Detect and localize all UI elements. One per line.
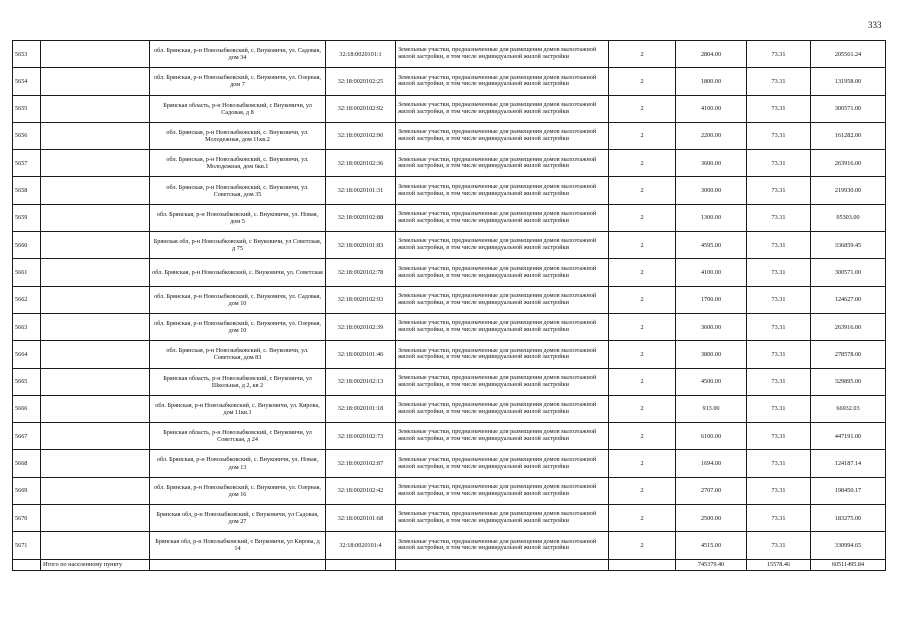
row-number: 5661 [13,259,41,286]
total-num-cell [13,559,41,570]
row-count: 2 [609,341,676,368]
row-cadastral-value: 330994.65 [811,532,886,559]
row-count: 2 [609,259,676,286]
table-row [13,341,886,368]
row-cadastral-value: 336859.45 [811,232,886,259]
row-cadastral-number: 32:18:0020101:18 [326,395,396,422]
row-empty-cell [41,68,150,95]
row-number: 5656 [13,122,41,149]
row-area: 4515.00 [676,532,747,559]
row-rate: 73.31 [747,368,811,395]
row-number: 5666 [13,395,41,422]
row-cadastral-number: 32:18:0020102:78 [326,259,396,286]
row-rate: 73.31 [747,423,811,450]
total-area: 745379.40 [676,559,747,570]
row-address: Брянская обл, р-н Новозыбковский, с Внуковичи, ул Садовая, дом 27 [150,505,326,532]
row-cadastral-number: 32:18:0020101:4 [326,532,396,559]
row-empty-cell [41,41,150,68]
table-row [13,477,886,504]
row-address: обл. Брянская, р-н Новозыбковский, с. Внуковичи, ул. Озерная, дом 10 [150,313,326,340]
row-address: Брянская область, р-н Новозыбковский, с Внуковичи, ул Садовая, д 8 [150,95,326,122]
row-area: 1700.00 [676,286,747,313]
row-count: 2 [609,368,676,395]
row-area: 1694.00 [676,450,747,477]
row-land-category: Земельные участки, предназначенные для размещения домов малоэтажной жилой застройки, в том числе индивидуальной жилой застройки [396,341,609,368]
row-rate: 73.31 [747,505,811,532]
row-count: 2 [609,505,676,532]
row-area: 4100.00 [676,259,747,286]
total-empty-cell [609,559,676,570]
row-address: Брянская область, р-н Новозыбковский, с Внуковичи, ул Школьная, д 2, кв 2 [150,368,326,395]
row-count: 2 [609,477,676,504]
row-land-category: Земельные участки, предназначенные для размещения домов малоэтажной жилой застройки, в том числе индивидуальной жилой застройки [396,150,609,177]
row-land-category: Земельные участки, предназначенные для размещения домов малоэтажной жилой застройки, в том числе индивидуальной жилой застройки [396,232,609,259]
row-address: обл. Брянская, р-н Новозыбковский, с. Внуковичи, ул. Советская, дом 35 [150,177,326,204]
table-row [13,68,886,95]
table-row [13,95,886,122]
row-land-category: Земельные участки, предназначенные для размещения домов малоэтажной жилой застройки, в том числе индивидуальной жилой застройки [396,450,609,477]
row-cadastral-number: 32:18:0020102:73 [326,423,396,450]
row-cadastral-value: 219930.00 [811,177,886,204]
total-label: Итого по населенному пункту [41,559,150,570]
row-address: Брянская область, р-н Новозыбковский, с Внуковичи, ул Советская, д 24 [150,423,326,450]
row-number: 5657 [13,150,41,177]
row-number: 5654 [13,68,41,95]
row-area: 3600.00 [676,313,747,340]
row-land-category: Земельные участки, предназначенные для размещения домов малоэтажной жилой застройки, в том числе индивидуальной жилой застройки [396,41,609,68]
row-count: 2 [609,68,676,95]
table-row [13,313,886,340]
row-address: обл. Брянская, р-н Новозыбковский, с. Внуковичи, ул. Советская [150,259,326,286]
row-number: 5663 [13,313,41,340]
row-land-category: Земельные участки, предназначенные для размещения домов малоэтажной жилой застройки, в том числе индивидуальной жилой застройки [396,505,609,532]
row-land-category: Земельные участки, предназначенные для размещения домов малоэтажной жилой застройки, в том числе индивидуальной жилой застройки [396,532,609,559]
row-land-category: Земельные участки, предназначенные для размещения домов малоэтажной жилой застройки, в том числе индивидуальной жилой застройки [396,477,609,504]
row-number: 5662 [13,286,41,313]
table-row [13,177,886,204]
row-address: обл. Брянская, р-н Новозыбковский, с. Внуковичи, ул. Садовая, дом 10 [150,286,326,313]
row-cadastral-number: 32:18:0020101:68 [326,505,396,532]
row-cadastral-number: 32:18:0020101:83 [326,232,396,259]
row-number: 5671 [13,532,41,559]
table-row [13,286,886,313]
row-number: 5665 [13,368,41,395]
row-number: 5664 [13,341,41,368]
row-rate: 73.31 [747,313,811,340]
table-row [13,450,886,477]
row-area: 1800.00 [676,68,747,95]
row-empty-cell [41,313,150,340]
page-number: 333 [868,20,882,30]
row-cadastral-value: 263916.00 [811,313,886,340]
row-area: 6100.00 [676,423,747,450]
row-cadastral-value: 161282.00 [811,122,886,149]
row-cadastral-number: 32:18:0020102:90 [326,122,396,149]
row-rate: 73.31 [747,177,811,204]
row-count: 2 [609,95,676,122]
row-cadastral-number: 32:18:0020102:92 [326,95,396,122]
table-row [13,122,886,149]
total-rate: 15578.46 [747,559,811,570]
row-area: 1300.00 [676,204,747,231]
row-empty-cell [41,532,150,559]
total-empty-cell [326,559,396,570]
row-count: 2 [609,177,676,204]
row-cadastral-value: 263916.00 [811,150,886,177]
row-number: 5659 [13,204,41,231]
total-empty-cell [150,559,326,570]
row-count: 2 [609,150,676,177]
row-empty-cell [41,423,150,450]
row-address: обл. Брянская, р-н Новозыбковский, с. Внуковичи, ул. Новая, дом 13 [150,450,326,477]
table-row [13,368,886,395]
row-address: обл. Брянская, р-н Новозыбковский, с. Внуковичи, ул. Молодежная, дом 11кв.2 [150,122,326,149]
row-empty-cell [41,341,150,368]
row-number: 5658 [13,177,41,204]
row-land-category: Земельные участки, предназначенные для размещения домов малоэтажной жилой застройки, в том числе индивидуальной жилой застройки [396,368,609,395]
row-cadastral-value: 329895.00 [811,368,886,395]
row-count: 2 [609,395,676,422]
registry-body [13,41,886,571]
row-area: 3800.00 [676,341,747,368]
row-land-category: Земельные участки, предназначенные для размещения домов малоэтажной жилой застройки, в том числе индивидуальной жилой застройки [396,313,609,340]
total-row [13,559,886,570]
row-rate: 73.31 [747,259,811,286]
row-rate: 73.31 [747,532,811,559]
row-area: 2707.00 [676,477,747,504]
row-rate: 73.31 [747,68,811,95]
row-empty-cell [41,122,150,149]
row-area: 913.00 [676,395,747,422]
row-number: 5670 [13,505,41,532]
row-area: 3600.00 [676,150,747,177]
row-cadastral-number: 32:18:0020102:39 [326,313,396,340]
row-empty-cell [41,232,150,259]
row-empty-cell [41,150,150,177]
table-row [13,259,886,286]
row-empty-cell [41,395,150,422]
row-land-category: Земельные участки, предназначенные для размещения домов малоэтажной жилой застройки, в том числе индивидуальной жилой застройки [396,177,609,204]
row-area: 4500.00 [676,368,747,395]
row-cadastral-value: 300571.00 [811,95,886,122]
row-rate: 73.31 [747,232,811,259]
table-row [13,395,886,422]
row-rate: 73.31 [747,122,811,149]
table-row [13,532,886,559]
row-address: обл. Брянская, р-н Новозыбковский, с. Внуковичи, ул. Кирова, дом 11кв.1 [150,395,326,422]
table-row [13,423,886,450]
row-number: 5655 [13,95,41,122]
row-cadastral-number: 32:18:0020102:42 [326,477,396,504]
row-rate: 73.31 [747,150,811,177]
row-rate: 73.31 [747,341,811,368]
row-cadastral-value: 124187.14 [811,450,886,477]
row-address: обл. Брянская, р-н Новозыбковский, с. Внуковичи, ул. Озерная, дом 16 [150,477,326,504]
row-cadastral-number: 32:18:0020101:46 [326,341,396,368]
row-cadastral-number: 32:18:0020102:93 [326,286,396,313]
total-value: 60511495.84 [811,559,886,570]
row-address: обл. Брянская, р-н Новозыбковский, с. Внуковичи, ул. Новая, дом 5 [150,204,326,231]
row-count: 2 [609,313,676,340]
row-count: 2 [609,450,676,477]
row-cadastral-value: 447191.00 [811,423,886,450]
row-land-category: Земельные участки, предназначенные для размещения домов малоэтажной жилой застройки, в том числе индивидуальной жилой застройки [396,395,609,422]
row-land-category: Земельные участки, предназначенные для размещения домов малоэтажной жилой застройки, в том числе индивидуальной жилой застройки [396,95,609,122]
row-empty-cell [41,450,150,477]
table-row [13,41,886,68]
row-number: 5668 [13,450,41,477]
row-cadastral-value: 131958.00 [811,68,886,95]
row-address: обл. Брянская, р-н Новозыбковский, с. Внуковичи, ул. Садовая, дом 34 [150,41,326,68]
row-land-category: Земельные участки, предназначенные для размещения домов малоэтажной жилой застройки, в том числе индивидуальной жилой застройки [396,423,609,450]
table-row [13,150,886,177]
row-empty-cell [41,286,150,313]
row-address: Брянская обл, р-н Новозыбковский, с Внуковичи, ул Кирова, д 14 [150,532,326,559]
row-count: 2 [609,41,676,68]
row-rate: 73.31 [747,450,811,477]
row-number: 5660 [13,232,41,259]
row-address: обл. Брянская, р-н Новозыбковский, с. Внуковичи, ул. Озерная, дом 7 [150,68,326,95]
row-area: 2804.00 [676,41,747,68]
row-area: 4100.00 [676,95,747,122]
row-address: обл. Брянская, р-н Новозыбковский, с. Внуковичи, ул. Молодежная, дом 6кв.1 [150,150,326,177]
row-empty-cell [41,505,150,532]
table-row [13,505,886,532]
row-area: 2200.00 [676,122,747,149]
row-cadastral-number: 32:18:0020101:1 [326,41,396,68]
row-land-category: Земельные участки, предназначенные для размещения домов малоэтажной жилой застройки, в том числе индивидуальной жилой застройки [396,122,609,149]
row-rate: 73.31 [747,41,811,68]
row-rate: 73.31 [747,477,811,504]
row-address: Брянская обл, р-н Новозыбковский, с Внуковичи, ул Советская, д 75 [150,232,326,259]
row-land-category: Земельные участки, предназначенные для размещения домов малоэтажной жилой застройки, в том числе индивидуальной жилой застройки [396,259,609,286]
row-empty-cell [41,95,150,122]
row-empty-cell [41,368,150,395]
row-cadastral-number: 32:18:0020102:13 [326,368,396,395]
row-empty-cell [41,477,150,504]
row-rate: 73.31 [747,286,811,313]
row-count: 2 [609,423,676,450]
row-cadastral-value: 183275.00 [811,505,886,532]
row-cadastral-number: 32:18:0020102:87 [326,450,396,477]
row-cadastral-number: 32:18:0020101:31 [326,177,396,204]
row-cadastral-value: 124627.00 [811,286,886,313]
row-rate: 73.31 [747,95,811,122]
row-rate: 73.31 [747,395,811,422]
row-land-category: Земельные участки, предназначенные для размещения домов малоэтажной жилой застройки, в том числе индивидуальной жилой застройки [396,68,609,95]
row-address: обл. Брянская, р-н Новозыбковский, с. Внуковичи, ул. Советская, дом 83 [150,341,326,368]
row-cadastral-value: 278578.00 [811,341,886,368]
row-empty-cell [41,259,150,286]
row-area: 2500.00 [676,505,747,532]
row-count: 2 [609,122,676,149]
row-area: 4595.00 [676,232,747,259]
row-cadastral-number: 32:18:0020102:36 [326,150,396,177]
total-empty-cell [396,559,609,570]
table-row [13,204,886,231]
row-cadastral-value: 95303.00 [811,204,886,231]
row-rate: 73.31 [747,204,811,231]
table-row [13,232,886,259]
row-land-category: Земельные участки, предназначенные для размещения домов малоэтажной жилой застройки, в том числе индивидуальной жилой застройки [396,204,609,231]
row-number: 5667 [13,423,41,450]
row-cadastral-value: 300571.00 [811,259,886,286]
row-number: 5669 [13,477,41,504]
land-registry-table [12,40,886,571]
row-land-category: Земельные участки, предназначенные для размещения домов малоэтажной жилой застройки, в том числе индивидуальной жилой застройки [396,286,609,313]
row-count: 2 [609,286,676,313]
row-count: 2 [609,532,676,559]
row-empty-cell [41,204,150,231]
row-empty-cell [41,177,150,204]
row-cadastral-number: 32:18:0020102:88 [326,204,396,231]
row-cadastral-value: 205561.24 [811,41,886,68]
row-cadastral-value: 198450.17 [811,477,886,504]
row-area: 3000.00 [676,177,747,204]
row-cadastral-number: 32:18:0020102:25 [326,68,396,95]
row-count: 2 [609,232,676,259]
row-count: 2 [609,204,676,231]
row-number: 5653 [13,41,41,68]
row-cadastral-value: 66932.03 [811,395,886,422]
